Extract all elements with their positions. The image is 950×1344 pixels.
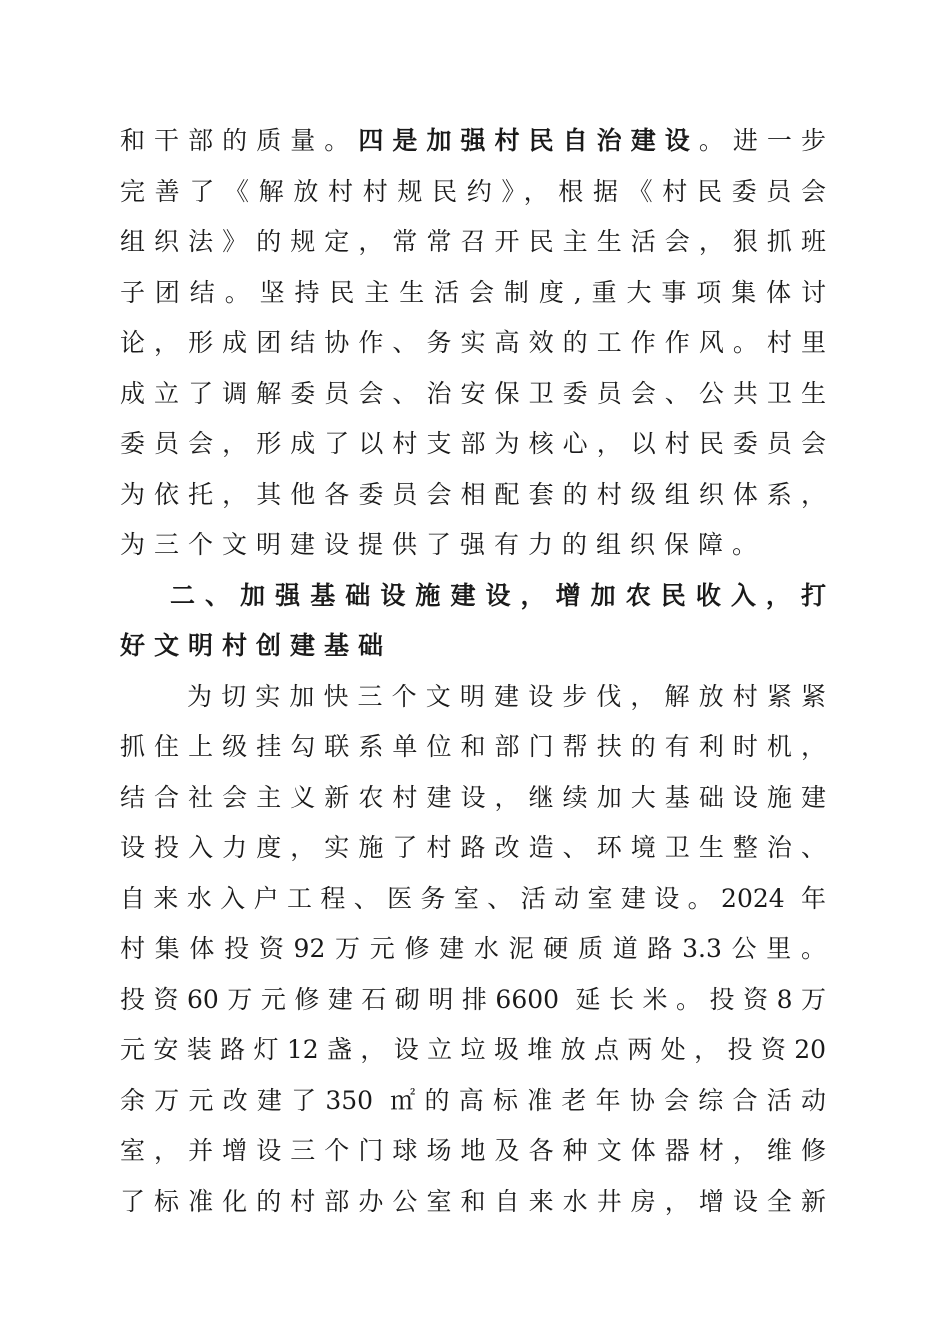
paragraph-line: 为三个文明建设提供了强有力的组织保障。 xyxy=(120,530,767,559)
paragraph-line: 投资60万元修建石砌明排6600 延长米。投资8万 xyxy=(120,985,826,1014)
text-run: 和干部的质量。 xyxy=(120,126,359,155)
paragraph-line: 室，并增设三个门球场地及各种文体器材，维修 xyxy=(120,1136,826,1165)
paragraph-line: 为切实加快三个文明建设步伐，解放村紧紧 xyxy=(187,682,826,711)
paragraph-line xyxy=(120,121,826,161)
paragraph-line: 论，形成团结协作、务实高效的工作作风。村里 xyxy=(120,328,826,357)
paragraph-line: 余万元改建了350 ㎡的高标准老年协会综合活动 xyxy=(120,1086,826,1115)
paragraph-line: 成立了调解委员会、治安保卫委员会、公共卫生 xyxy=(120,379,826,408)
text-run: 。进一步 xyxy=(698,126,826,155)
paragraph-line: 元安装路灯12盏，设立垃圾堆放点两处，投资20 xyxy=(120,1035,826,1064)
section-heading-line: 二、加强基础设施建设，增加农民收入，打 xyxy=(170,581,826,610)
paragraph-line: 自来水入户工程、医务室、活动室建设。2024 年 xyxy=(120,884,826,913)
paragraph-line: 抓住上级挂勾联系单位和部门帮扶的有利时机， xyxy=(120,732,826,761)
paragraph-line: 了标准化的村部办公室和自来水井房，增设全新 xyxy=(120,1187,826,1216)
paragraph-line: 设投入力度，实施了村路改造、环境卫生整治、 xyxy=(120,833,826,862)
paragraph-line: 子团结。坚持民主生活会制度,重大事项集体讨 xyxy=(120,278,826,307)
section-heading-line: 好文明村创建基础 xyxy=(120,631,393,660)
paragraph-line: 结合社会主义新农村建设，继续加大基础设施建 xyxy=(120,783,826,812)
bold-phrase: 四是加强村民自治建设 xyxy=(358,126,699,155)
paragraph-line: 委员会，形成了以村支部为核心，以村民委员会 xyxy=(120,429,826,458)
paragraph-line: 为依托，其他各委员会相配套的村级组织体系， xyxy=(120,480,826,509)
paragraph-line: 组织法》的规定，常常召开民主生活会，狠抓班 xyxy=(120,227,826,256)
paragraph-line: 村集体投资92万元修建水泥硬质道路3.3公里。 xyxy=(120,934,826,963)
paragraph-line: 完善了《解放村村规民约》，根据《村民委员会 xyxy=(120,177,826,206)
